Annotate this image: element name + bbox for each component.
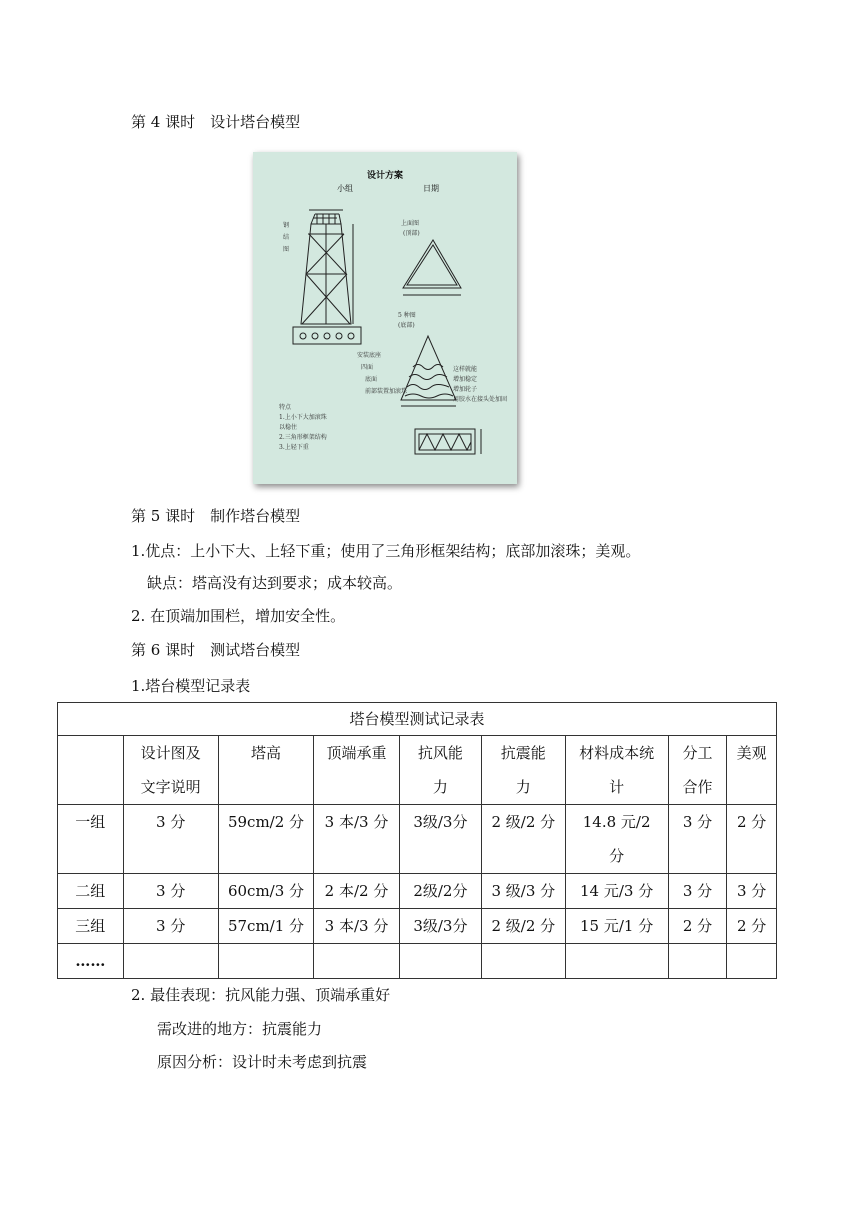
table-cell: 3 本/3 分 — [314, 805, 399, 874]
table-cell: 3 分 — [123, 805, 218, 874]
table-header: 抗震能 力 — [482, 736, 565, 805]
table-cell: 3 分 — [727, 874, 777, 909]
table-cell — [668, 944, 727, 979]
table-cell: 2 分 — [727, 805, 777, 874]
table-cell: 59cm/2 分 — [218, 805, 314, 874]
handwriting: 底面 — [365, 376, 378, 383]
table-cell — [218, 944, 314, 979]
table-cell — [727, 944, 777, 979]
figure-group-label: 小组 — [337, 184, 353, 193]
lesson4-heading: 第 4 课时 设计塔台模型 — [131, 113, 301, 131]
handwriting: 3.上轻下重 — [279, 444, 309, 451]
table-cell: 2 分 — [668, 909, 727, 944]
test-record-table — [57, 702, 777, 979]
table-cell-group: 三组 — [58, 909, 124, 944]
table-header-row — [58, 736, 777, 805]
summary-best: 2. 最佳表现：抗风能力强、顶端承重好 — [131, 986, 391, 1004]
table-header: 分工 合作 — [668, 736, 727, 805]
table-row — [58, 874, 777, 909]
figure-date-label: 日期 — [423, 184, 439, 193]
table-cell: 60cm/3 分 — [218, 874, 314, 909]
table-cell — [482, 944, 565, 979]
table-cell — [123, 944, 218, 979]
handwriting: (顶部) — [403, 230, 420, 237]
table-cell-group: 一组 — [58, 805, 124, 874]
lesson5-improvement: 2. 在顶端加围栏，增加安全性。 — [131, 607, 346, 625]
design-plan-figure — [253, 152, 517, 484]
table-header: 美观 — [727, 736, 777, 805]
handwriting: 2.三角形框架结构 — [279, 434, 327, 441]
handwriting: 特点 — [279, 404, 292, 411]
handwriting: 1.上小下大加滚珠 — [279, 414, 327, 421]
handwriting: 增加轮子 — [453, 386, 478, 393]
handwriting: 用胶水在接头处加固 — [453, 396, 508, 403]
summary-reason: 原因分析：设计时未考虑到抗震 — [157, 1053, 368, 1071]
table-cell: 2 级/2 分 — [482, 909, 565, 944]
table-row — [58, 805, 777, 874]
table-cell — [399, 944, 481, 979]
table-cell: 57cm/1 分 — [218, 909, 314, 944]
handwriting: 5 种图 — [398, 312, 416, 319]
table-header: 材料成本统 计 — [565, 736, 668, 805]
table-cell: 3 分 — [123, 874, 218, 909]
lesson5-heading: 第 5 课时 制作塔台模型 — [131, 507, 301, 525]
table-cell: 3 本/3 分 — [314, 909, 399, 944]
table-header: 抗风能 力 — [399, 736, 481, 805]
handwriting: 图 — [283, 246, 290, 253]
handwriting: 增加稳定 — [453, 376, 478, 383]
table-row — [58, 944, 777, 979]
handwriting: 前部装置加滚珠 — [365, 388, 408, 395]
table-cell: 2 本/2 分 — [314, 874, 399, 909]
table-header: 设计图及 文字说明 — [123, 736, 218, 805]
table-caption: 塔台模型测试记录表 — [58, 703, 777, 736]
handwriting: 安装底座 — [357, 352, 382, 359]
lesson5-disadvantages: 缺点：塔高没有达到要求；成本较高。 — [147, 574, 403, 592]
handwriting: 四面 — [361, 364, 374, 371]
table-row — [58, 909, 777, 944]
lesson6-heading: 第 6 课时 测试塔台模型 — [131, 641, 301, 659]
table-cell: 3 分 — [668, 805, 727, 874]
table-cell: 2 分 — [727, 909, 777, 944]
table-cell — [565, 944, 668, 979]
table-cell-group: …… — [58, 944, 124, 979]
handwriting: 以稳住 — [279, 424, 298, 431]
table-cell: 15 元/1 分 — [565, 909, 668, 944]
table-header: 塔高 — [218, 736, 314, 805]
table-cell: 2级/2分 — [399, 874, 481, 909]
lesson6-table-intro: 1.塔台模型记录表 — [131, 677, 251, 695]
table-cell: 3级/3分 — [399, 805, 481, 874]
summary-improve: 需改进的地方：抗震能力 — [157, 1020, 323, 1038]
table-cell: 2 级/2 分 — [482, 805, 565, 874]
table-cell: 3 分 — [668, 874, 727, 909]
handwriting: 钢 — [283, 222, 290, 229]
table-cell: 14.8 元/2 分 — [565, 805, 668, 874]
table-cell: 3 分 — [123, 909, 218, 944]
handwriting: (底部) — [398, 322, 415, 329]
lesson5-advantages: 1.优点：上小下大、上轻下重；使用了三角形框架结构；底部加滚珠；美观。 — [131, 542, 641, 560]
table-header — [58, 736, 124, 805]
table-cell-group: 二组 — [58, 874, 124, 909]
table-cell: 14 元/3 分 — [565, 874, 668, 909]
table-cell: 3级/3分 — [399, 909, 481, 944]
table-header: 顶端承重 — [314, 736, 399, 805]
table-cell — [314, 944, 399, 979]
figure-title: 设计方案 — [366, 171, 403, 181]
table-cell: 3 级/3 分 — [482, 874, 565, 909]
handwriting: 上面图 — [401, 220, 420, 227]
handwriting: 这样就能 — [453, 366, 478, 373]
handwriting: 结 — [283, 234, 290, 241]
